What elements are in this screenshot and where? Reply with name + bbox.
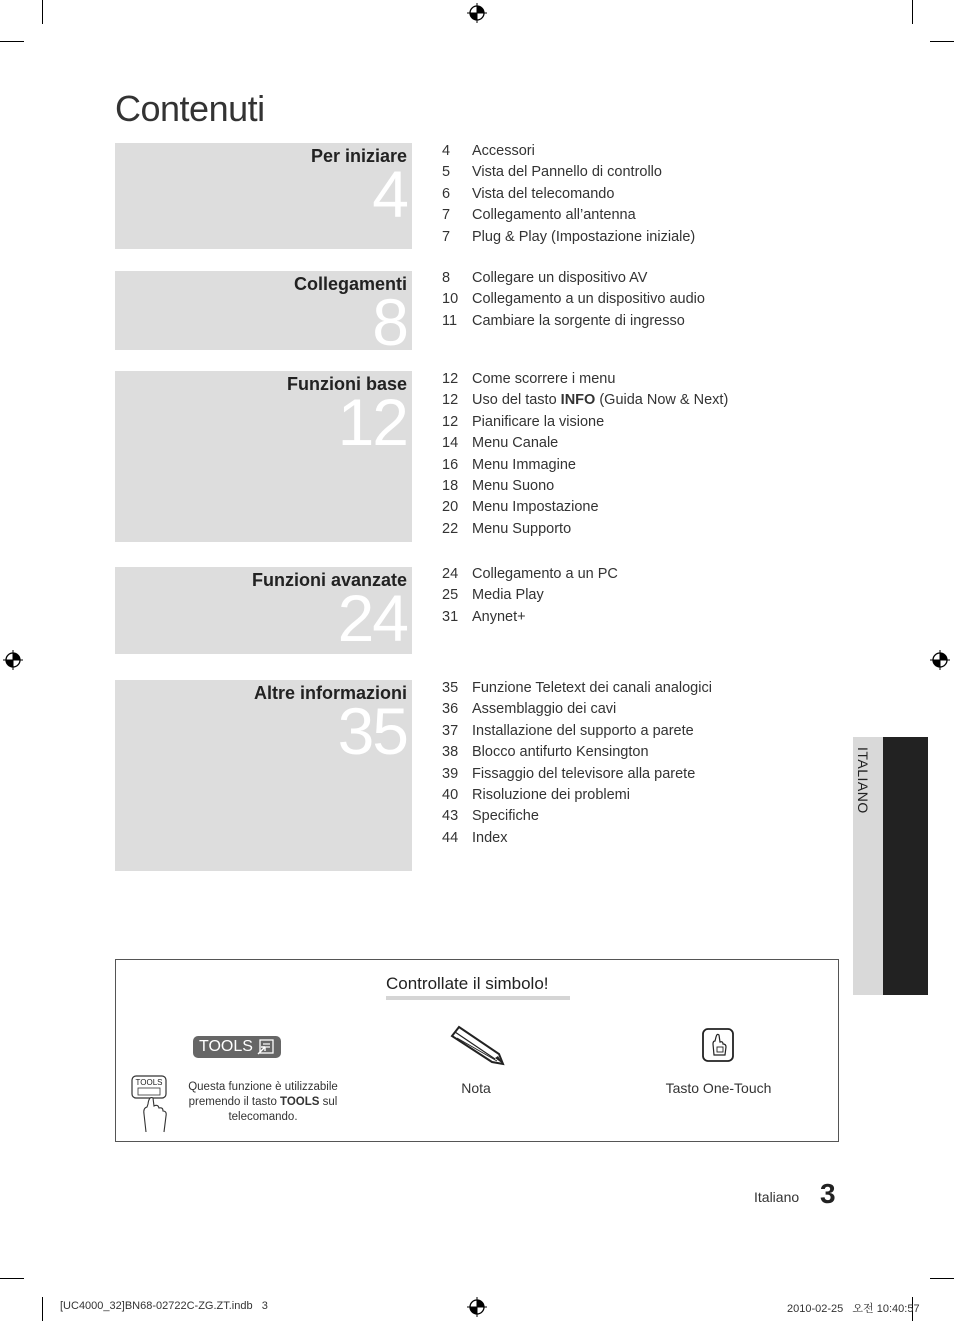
toc-list <box>442 143 695 250</box>
toc-page-number: 25 <box>442 587 459 604</box>
toc-page-number: 22 <box>442 520 459 537</box>
toc-entry-label: Vista del telecomando <box>472 185 615 202</box>
section-box-funzioni-base <box>115 371 412 542</box>
toc-entry-label: Fissaggio del televisore alla parete <box>472 765 696 782</box>
toc-entry-label: Blocco antifurto Kensington <box>472 744 649 761</box>
print-slug-date: 2010-02-25 오전 10:40:57 <box>787 1303 920 1315</box>
toc-entry[interactable] <box>442 766 712 787</box>
toc-entry[interactable] <box>442 371 728 392</box>
tools-badge-label: TOOLS <box>199 1038 253 1055</box>
toc-list <box>442 566 618 630</box>
toc-entry-label-part: Uso del tasto <box>472 392 561 409</box>
toc-entry-label: Media Play <box>472 587 544 604</box>
toc-entry-label: Risoluzione dei problemi <box>472 786 630 803</box>
side-tab-dark <box>883 737 928 995</box>
toc-entry-label: Vista del Pannello di controllo <box>472 164 662 181</box>
toc-entry-label: Accessori <box>472 143 535 159</box>
toc-entry-label: Index <box>472 829 508 846</box>
toc-entry[interactable] <box>442 392 728 413</box>
toc-list <box>442 270 705 334</box>
tools-arrow-icon <box>257 1039 275 1055</box>
toc-entry[interactable] <box>442 207 695 228</box>
section-box-altre-informazioni <box>115 680 412 871</box>
toc-entry-label: Funzione Teletext dei canali analogici <box>472 680 712 696</box>
toc-entry[interactable] <box>442 587 618 608</box>
section-number: 24 <box>337 581 407 655</box>
section-box-per-iniziare <box>115 143 412 249</box>
toc-entry[interactable] <box>442 186 695 207</box>
toc-page-number: 12 <box>442 392 459 409</box>
toc-entry[interactable] <box>442 143 695 164</box>
toc-entry[interactable] <box>442 270 705 291</box>
toc-entry[interactable] <box>442 808 712 829</box>
tools-desc-key: TOOLS <box>280 1096 320 1108</box>
hand-tools-button-icon <box>130 1074 174 1136</box>
toc-page-number: 38 <box>442 744 459 761</box>
toc-page-number: 5 <box>442 164 451 181</box>
toc-page-number: 14 <box>442 435 459 452</box>
toc-entry[interactable] <box>442 291 705 312</box>
registration-mark-icon <box>467 1297 487 1317</box>
toc-entry[interactable] <box>442 744 712 765</box>
registration-mark-icon <box>3 650 23 670</box>
toc-page-number: 31 <box>442 608 459 625</box>
section-number: 8 <box>372 285 407 359</box>
toc-entry-label: Menu Supporto <box>472 520 572 537</box>
toc-entry-label-part: (Guida Now & Next) <box>595 392 729 409</box>
one-touch-button-icon <box>701 1027 735 1063</box>
toc-entry-label: Collegare un dispositivo AV <box>472 270 648 286</box>
toc-entry-label: Anynet+ <box>472 608 526 625</box>
toc-page-number: 36 <box>442 701 459 718</box>
toc-page-number: 12 <box>442 371 459 387</box>
registration-mark-icon <box>467 3 487 23</box>
toc-entry[interactable] <box>442 521 728 542</box>
toc-entry-label: Pianificare la visione <box>472 413 605 430</box>
toc-entry[interactable] <box>442 787 712 808</box>
language-side-tab <box>853 737 928 995</box>
print-slug-file: [UC4000_32]BN68-02722C-ZG.ZT.indb 3 <box>60 1300 268 1312</box>
toc-page-number: 20 <box>442 499 459 516</box>
toc-entry[interactable] <box>442 229 695 250</box>
toc-entry-label: Come scorrere i menu <box>472 371 616 387</box>
crop-mark <box>0 41 24 42</box>
toc-entry-label: Menu Impostazione <box>472 499 599 516</box>
toc-list <box>442 371 728 542</box>
toc-page-number: 37 <box>442 722 459 739</box>
toc-page-number: 44 <box>442 829 459 846</box>
section-title: Altre informazioni <box>253 683 407 703</box>
hand-icon-label: TOOLS <box>135 1078 163 1087</box>
section-box-funzioni-avanzate <box>115 567 412 654</box>
crop-mark <box>42 1297 43 1321</box>
section-number: 12 <box>337 385 407 459</box>
info-key-label: INFO <box>560 392 596 409</box>
section-number: 4 <box>372 157 407 231</box>
toc-entry-label: Collegamento a un PC <box>472 566 618 582</box>
tools-desc-text: Questa funzione è utilizzabile premendo il tasto <box>188 1081 338 1108</box>
toc-page-number: 4 <box>442 143 451 159</box>
toc-page-number: 11 <box>442 312 458 329</box>
toc-page-number: 35 <box>442 680 459 696</box>
section-title: Collegamenti <box>293 274 407 294</box>
toc-entry-label: Menu Suono <box>472 477 555 494</box>
toc-page-number: 8 <box>442 270 451 286</box>
toc-entry[interactable] <box>442 701 712 722</box>
one-touch-label: Tasto One-Touch <box>665 1080 772 1096</box>
toc-entry-label: Collegamento all’antenna <box>472 207 636 224</box>
toc-entry-label: Plug & Play (Impostazione iniziale) <box>472 228 696 245</box>
toc-page-number: 16 <box>442 456 459 473</box>
toc-page-number: 7 <box>442 207 451 224</box>
section-number: 35 <box>337 694 407 768</box>
toc-page-number: 39 <box>442 765 459 782</box>
toc-entry[interactable] <box>442 723 712 744</box>
page-title: Contenuti <box>115 88 265 129</box>
toc-page-number: 6 <box>442 185 451 202</box>
toc-entry[interactable] <box>442 478 728 499</box>
crop-mark <box>912 0 913 24</box>
crop-mark <box>930 41 954 42</box>
pencil-note-icon <box>449 1024 505 1066</box>
section-box-collegamenti <box>115 271 412 359</box>
page-number: 3 <box>820 1178 836 1209</box>
toc-page-number: 24 <box>442 566 459 582</box>
toc-entry[interactable] <box>442 566 618 587</box>
crop-mark <box>0 1278 24 1279</box>
toc-entry-label: Menu Immagine <box>472 456 576 473</box>
toc-entry-label: Assemblaggio dei cavi <box>472 701 617 718</box>
heading-underline <box>386 996 570 1000</box>
toc-page-number: 10 <box>442 291 459 308</box>
section-title: Funzioni avanzate <box>251 570 407 590</box>
toc-entry[interactable] <box>442 164 695 185</box>
section-title: Per iniziare <box>310 146 407 166</box>
toc-entry[interactable] <box>442 609 618 630</box>
crop-mark <box>930 1278 954 1279</box>
toc-list <box>442 680 712 851</box>
toc-entry[interactable] <box>442 830 712 851</box>
toc-entry-label: Specifiche <box>472 808 539 825</box>
toc-entry-label <box>472 392 728 408</box>
toc-entry-label: Collegamento a un dispositivo audio <box>472 291 705 308</box>
tools-description <box>188 1080 338 1125</box>
toc-page-number: 7 <box>442 228 451 245</box>
toc-entry[interactable] <box>442 313 705 334</box>
symbol-heading: Controllate il simbolo! <box>386 974 549 993</box>
tools-badge <box>193 1036 281 1058</box>
tools-desc-text: sul telecomando. <box>228 1096 338 1123</box>
nota-label: Nota <box>461 1080 491 1096</box>
toc-page-number: 43 <box>442 808 459 825</box>
toc-entry-label: Installazione del supporto a parete <box>472 722 694 739</box>
toc-entry[interactable] <box>442 499 728 520</box>
section-title: Funzioni base <box>286 374 407 394</box>
toc-page-number: 12 <box>442 413 459 430</box>
footer-language: Italiano <box>754 1189 800 1205</box>
crop-mark <box>42 0 43 24</box>
side-tab-label: ITALIANO <box>855 747 871 814</box>
toc-page-number: 40 <box>442 786 459 803</box>
toc-entry[interactable] <box>442 414 728 435</box>
toc-entry[interactable] <box>442 680 712 701</box>
toc-entry-label: Menu Canale <box>472 435 559 452</box>
registration-mark-icon <box>930 650 950 670</box>
symbol-legend-box <box>115 959 839 1142</box>
toc-entry-label: Cambiare la sorgente di ingresso <box>472 312 685 329</box>
toc-page-number: 18 <box>442 477 459 494</box>
toc-entry[interactable] <box>442 457 728 478</box>
toc-entry[interactable] <box>442 435 728 456</box>
